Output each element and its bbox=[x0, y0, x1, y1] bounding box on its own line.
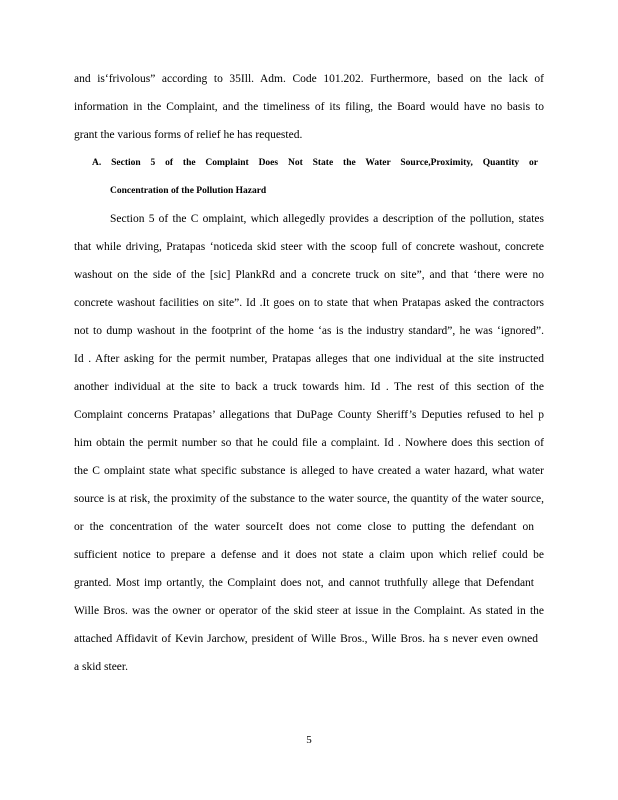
paragraph-line: grant the various forms of relief he has requested. bbox=[74, 129, 303, 141]
paragraph-line: sufficient notice to prepare a defense and it does not state a claim upon which relief could be bbox=[74, 549, 544, 561]
paragraph-line: that while driving, Pratapas ‘noticeda skid steer with the scoop full of concrete washout, concrete bbox=[74, 241, 544, 253]
paragraph-line: granted. Most imp ortantly, the Complaint does not, and cannot truthfully allege that Defendant bbox=[74, 577, 534, 589]
section-heading: Concentration of the Pollution Hazard bbox=[110, 186, 267, 196]
paragraph-line: the C omplaint state what specific substance is alleged to have created a water hazard, what water bbox=[74, 465, 544, 477]
paragraph-line: information in the Complaint, and the timeliness of its filing, the Board would have no basis to bbox=[74, 101, 544, 113]
paragraph-line: Complaint concerns Pratapas’ allegations that DuPage County Sheriff’s Deputies refused to hel p bbox=[74, 409, 544, 421]
paragraph-line: Wille Bros. was the owner or operator of the skid steer at issue in the Complaint. As stated in the bbox=[74, 605, 544, 617]
paragraph-line: a skid steer. bbox=[74, 661, 128, 673]
paragraph-line: and is‘frivolous” according to 35Ill. Adm. Code 101.202. Furthermore, based on the lack of bbox=[74, 73, 544, 85]
paragraph-line: another individual at the site to back a truck towards him. Id . The rest of this section of the bbox=[74, 381, 544, 393]
paragraph-line: source is at risk, the proximity of the substance to the water source, the quantity of the water source, bbox=[74, 493, 544, 505]
section-heading: A. Section 5 of the Complaint Does Not State the Water Source,Proximity, Quantity or bbox=[92, 158, 538, 168]
paragraph-line: concrete washout facilities on site”. Id .It goes on to state that when Pratapas asked the contractors bbox=[74, 297, 544, 309]
paragraph-line: or the concentration of the water sourceIt does not come close to putting the defendant on bbox=[74, 521, 534, 533]
paragraph-line: not to dump washout in the footprint of the home ‘as is the industry standard”, he was ‘ignored”. bbox=[74, 325, 544, 337]
paragraph-line: Id . After asking for the permit number, Pratapas alleges that one individual at the site instructed bbox=[74, 353, 544, 365]
paragraph-line: washout on the side of the [sic] PlankRd and a concrete truck on site”, and that ‘there were no bbox=[74, 269, 544, 281]
page-number: 5 bbox=[306, 734, 312, 746]
paragraph-line: him obtain the permit number so that he could file a complaint. Id . Nowhere does this section of bbox=[74, 437, 544, 449]
paragraph-line: attached Affidavit of Kevin Jarchow, president of Wille Bros., Wille Bros. ha s never even owned bbox=[74, 633, 538, 645]
paragraph-line: Section 5 of the C omplaint, which allegedly provides a description of the pollution, states bbox=[110, 213, 544, 225]
